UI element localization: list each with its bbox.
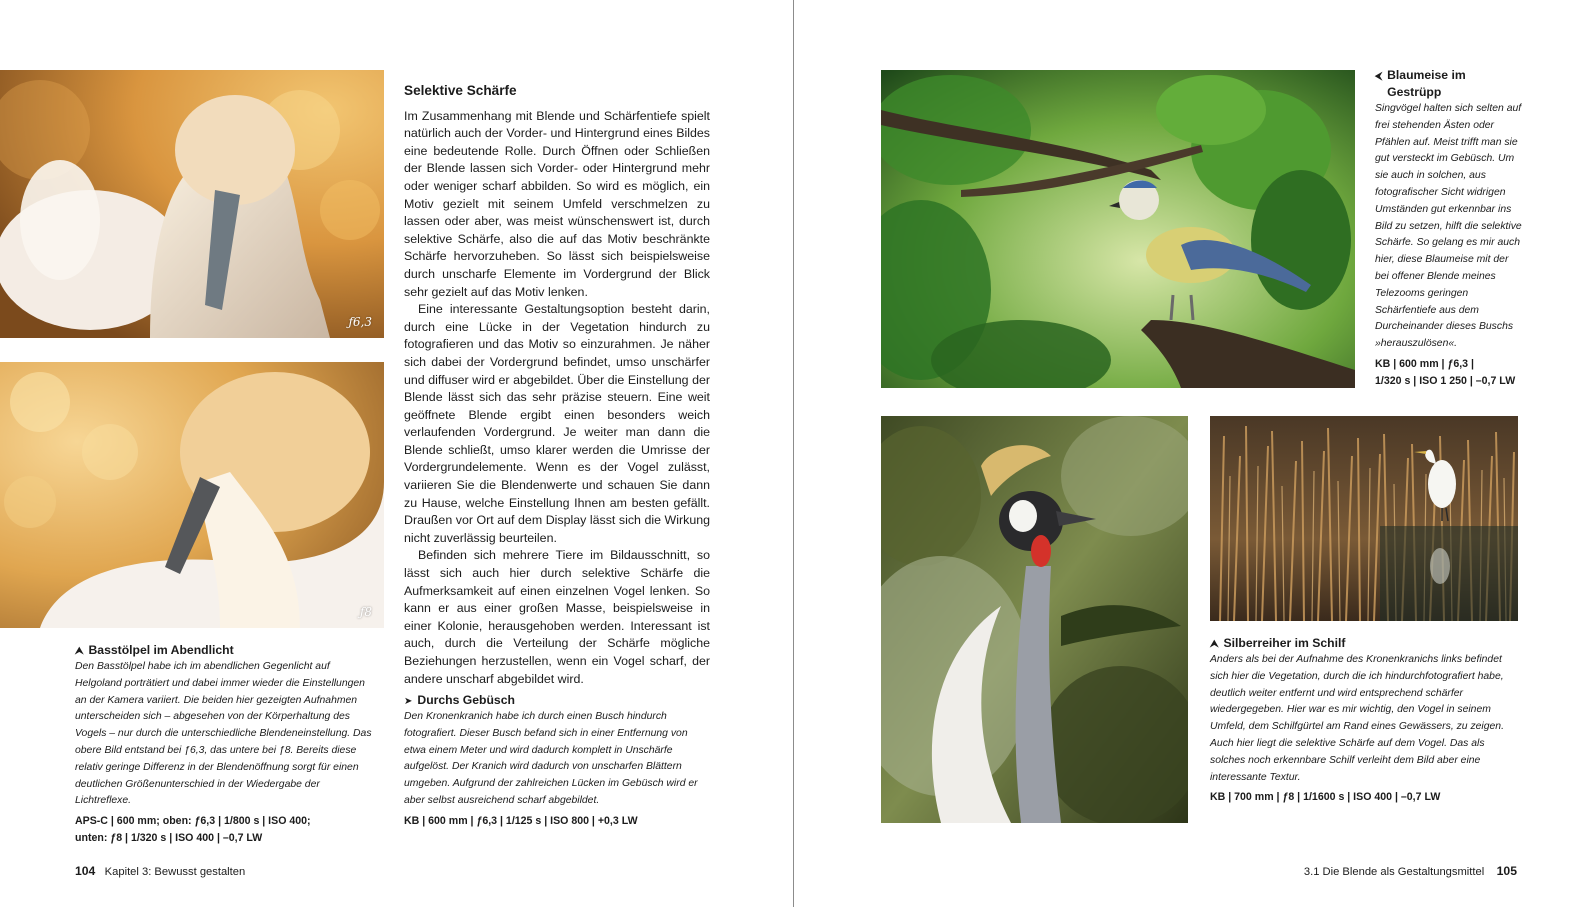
exif-line: KB | 600 mm | ƒ6,3 |	[1375, 357, 1474, 370]
gannet-photo-bottom	[0, 362, 384, 628]
caption-title: Silberreiher im Schilf	[1223, 636, 1346, 650]
left-arrow-icon: ⮜	[1375, 71, 1383, 82]
article-body	[404, 82, 710, 688]
section-title: 3.1 Die Blende als Gestaltungsmittel	[1303, 866, 1485, 878]
crowned-crane-photo	[881, 416, 1188, 823]
blue-tit-caption	[1375, 67, 1523, 390]
page-gutter	[793, 0, 794, 907]
right-arrow-icon: ➤	[404, 696, 413, 707]
gannet-caption	[75, 642, 377, 847]
exif-line: unten: ƒ8 | 1/320 s | ISO 400 | –0,7 LW	[75, 831, 263, 844]
right-page-footer	[1304, 864, 1517, 879]
caption-text: Den Kronenkranich habe ich durch einen Busch hindurch fotografiert. Dieser Busch befand sich in einer Entfernung von etwa einem Meter und wird dadurch komplett in Unschärfe aufgelöst. Der Kranich wird dadurch von unscharfen Blättern umgeben. Aufgrund der zahlreichen Lücken im Gebüsch wird er aber selbst ausreichend scharf abgebildet.	[404, 711, 698, 806]
left-page-footer	[75, 864, 245, 879]
caption-title: Blaumeise im Gestrüpp	[1387, 68, 1466, 99]
egret-photo	[1210, 416, 1518, 621]
section-heading: Selektive Schärfe	[404, 83, 517, 98]
up-arrow-icon: ⮝	[75, 646, 84, 657]
page-number: 104	[75, 864, 96, 878]
exif-line: APS-C | 600 mm; oben: ƒ6,3 | 1/800 s | ISO 400;	[75, 815, 311, 828]
caption-exif: KB | 600 mm | ƒ6,3 | 1/125 s | ISO 800 | +0,3 LW	[404, 814, 638, 827]
caption-title: Durchs Gebüsch	[417, 693, 515, 707]
body-paragraph: Im Zusammenhang mit Blende und Schärfentiefe spielt natürlich auch der Vorder- und Hintergrund eines Bildes eine bedeutende Rolle. Durch Öffnen oder Schließen der Blende lassen sich Vorder- oder Hintergrund mehr oder weniger scharf abbilden. So wird es möglich, ein Motiv gezielt mit seinem Umfeld verschmelzen zu lassen oder aber, was meist wünschenswert ist, durch selektive Schärfe, also die auf das Motiv beschränkte Schärfe hervorzuheben. So lässt sich beispielsweise durch unscharfe Elemente im Vordergrund der Blick sehr gezielt auf das Motiv lenken.	[404, 108, 710, 299]
page-number: 105	[1496, 864, 1517, 878]
caption-text: Den Basstölpel habe ich im abendlichen Gegenlicht auf Helgoland porträtiert und dabei immer wieder die Einstellungen an der Kamera variiert. Die beiden hier gezeigten Aufnahmen unterscheiden sich – abgesehen von der Körperhaltung des Vogels – nur durch die unterschiedliche Blendeneinstellung. Das obere Bild entstand bei ƒ6,3, das untere bei ƒ8. Bereits diese relativ geringe Differenz in der Blendenöffnung sorgt für einen deutlichen Größenunterschied in der Wiedergabe der Lichtreflexe.	[75, 661, 372, 807]
exif-line: 1/320 s | ISO 1 250 | –0,7 LW	[1375, 374, 1516, 387]
up-arrow-icon: ⮝	[1210, 639, 1219, 650]
egret-caption	[1210, 635, 1518, 806]
caption-title: Basstölpel im Abendlicht	[88, 643, 234, 657]
body-paragraph: Eine interessante Gestaltungsoption besteht darin, durch eine Lücke in der Vegetation hindurch zu fotografieren und das Motiv so einzurahmen. Je näher sich dabei der Vordergrund befindet, umso unschärfer und diffuser wird er abgebildet. Über die Einstellung der Blende lässt sich das sehr präzise steuern. Eine weit geöffnete Blende ergibt einen besonders weich verlaufenden Vordergrund. Je weiter man dann die Blende schließt, umso klarer werden die Umrisse der Vordergrundelemente. Wenn es der Vogel zulässt, variieren Sie die Blendenwerte und schauen Sie dann zu Hause, welche Einstellung Ihnen am besten gefällt. Draußen vor Ort auf dem Display lässt sich die Wirkung nicht zuverlässig beurteilen.	[404, 302, 710, 545]
aperture-badge: ƒ6,3	[348, 315, 372, 329]
chapter-title: Kapitel 3: Bewusst gestalten	[104, 866, 246, 878]
body-paragraph: Befinden sich mehrere Tiere im Bildausschnitt, so lässt sich auch hier durch selektive Schärfe die Aufmerksamkeit auf einen einzelnen Vogel lenken. So kann er aus einer großen Masse, beispielsweise in einer Kolonie, herausgehoben werden. Interessant ist auch, durch die Verteilung der Schärfe mögliche Beziehungen herzustellen, wenn ein Vogel scharf, der andere unscharf abgebildet wird.	[404, 548, 710, 686]
aperture-badge: ƒ8	[359, 605, 372, 619]
gannet-photo-top	[0, 70, 384, 338]
crane-caption	[404, 692, 710, 830]
caption-exif	[75, 813, 377, 847]
caption-exif	[1375, 356, 1523, 390]
blue-tit-photo	[881, 70, 1355, 388]
caption-text: Singvögel halten sich selten auf frei stehenden Ästen oder Pfählen auf. Meist trifft man sie gut versteckt im Gebüsch. Um sie auch in solchen, aus fotografischer Sicht widrigen Umständen gut erkennbar ins Bild zu setzen, hilft die selektive Schärfe. So gelang es mir auch hier, diese Blaumeise mit der bei offener Blende meines Telezooms geringen Schärfentiefe aus dem Durcheinander dieses Buschs »herauszulösen«.	[1375, 103, 1522, 350]
caption-exif: KB | 700 mm | ƒ8 | 1/1600 s | ISO 400 | –0,7 LW	[1210, 791, 1441, 804]
caption-text: Anders als bei der Aufnahme des Kronenkranichs links befindet sich hier die Vegetation, durch die ich hindurchfotografiert habe, deutlich weiter entfernt und wird entsprechend schärfer wiedergegeben. Hier war es mir wichtig, den Vogel in seinem Umfeld, dem Schilfgürtel am Rand eines Gewässers, zu zeigen. Auch hier liegt die selektive Schärfe auf dem Vogel. Das als solches noch erkennbare Schilf verleiht dem Bild aber eine interessante Textur.	[1210, 654, 1504, 783]
